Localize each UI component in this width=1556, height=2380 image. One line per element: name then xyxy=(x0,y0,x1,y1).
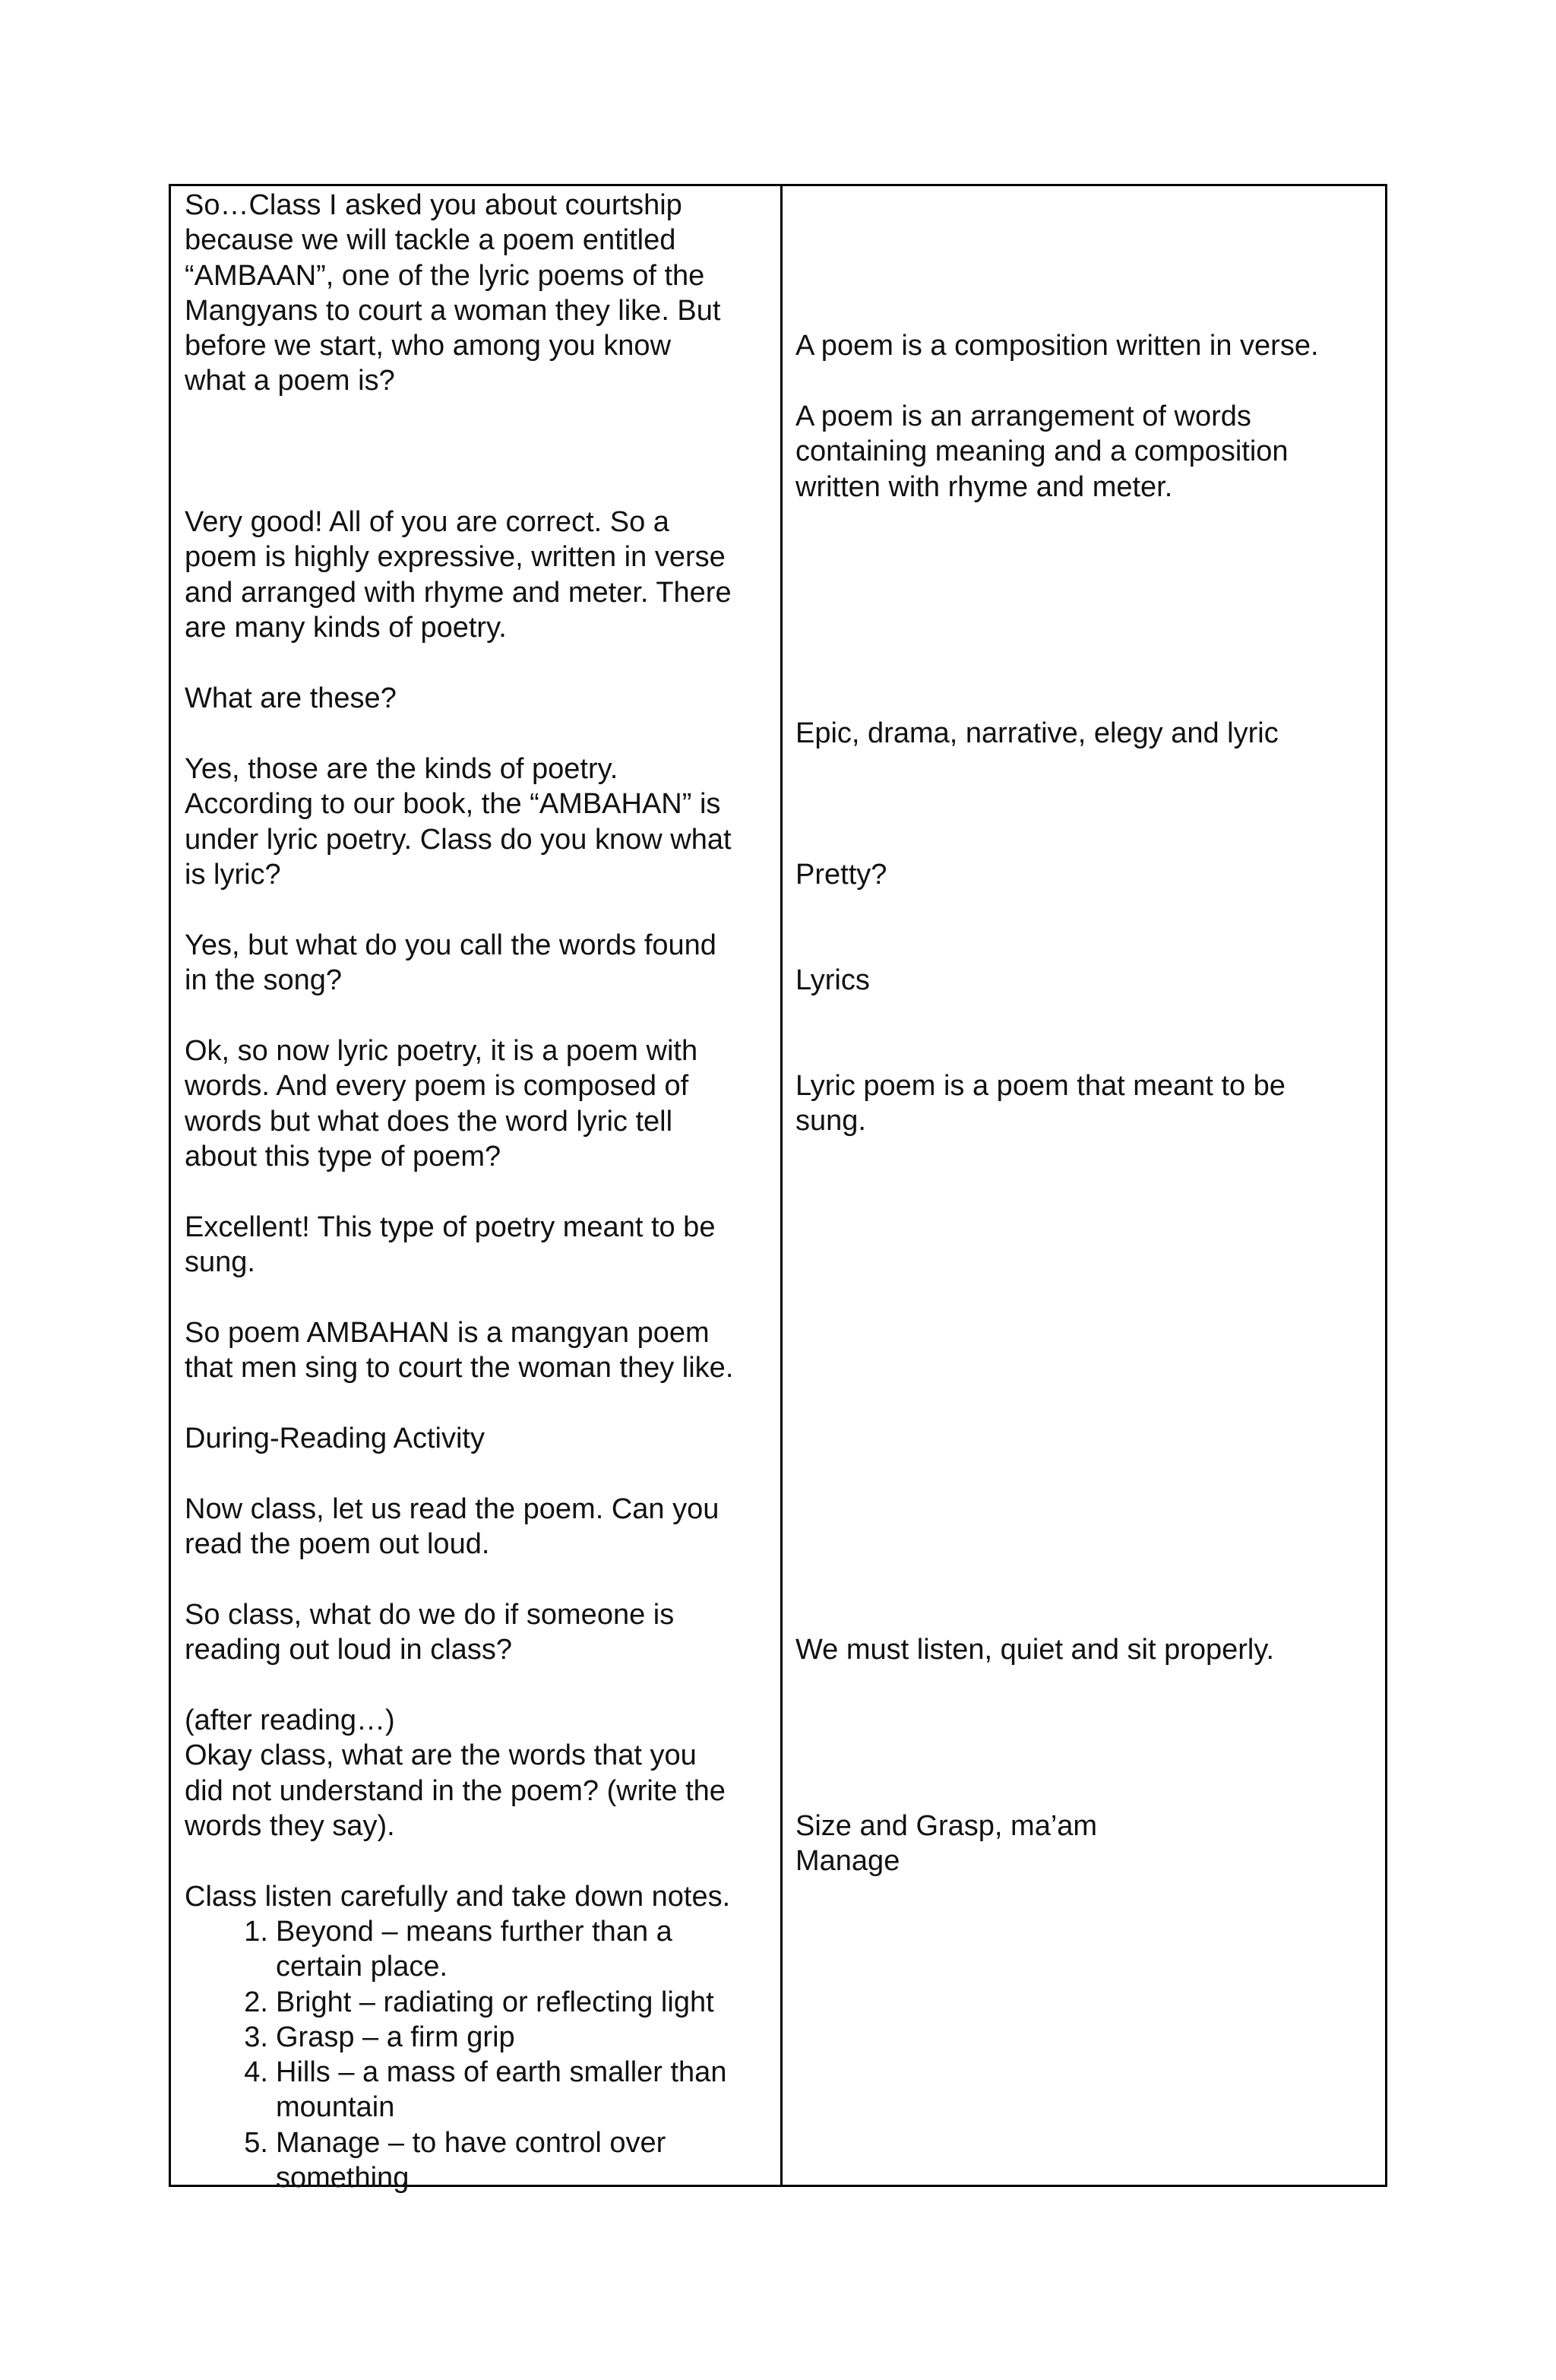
student-kinds-answer: Epic, drama, narrative, elegy and lyric xyxy=(795,717,1279,749)
lesson-table xyxy=(169,184,1387,2195)
vocab-definition: Bright – radiating or reflecting light xyxy=(276,1986,714,2018)
teacher-notes-intro-text: Class listen carefully and take down notes. xyxy=(185,1881,731,1913)
list-number: 3. xyxy=(244,2021,268,2053)
student-poem-definition-1: A poem is a composition written in verse. xyxy=(795,330,1319,362)
list-item xyxy=(185,2020,726,2055)
vocab-definition: Beyond – means further than a certain place. xyxy=(276,1916,672,1983)
teacher-what-are-these-text: What are these? xyxy=(185,682,397,714)
teacher-ambahan-text: So poem AMBAHAN is a mangyan poem that men sing to court the woman they like. xyxy=(185,1317,734,1385)
teacher-very-good-text: Very good! All of you are correct. So a poem is highly expressive, written in verse and arranged with rhyme and meter. There are many kinds of poetry. xyxy=(185,506,732,644)
student-lyric-definition: Lyric poem is a poem that meant to be sung. xyxy=(795,1070,1286,1138)
list-item xyxy=(185,2055,726,2125)
teacher-intro-text: So…Class I asked you about courtship because we will tackle a poem entitled “AMBAAN”, one of the lyric poems of the Mangyans to court a woman they like. But before we start, who among you know what a poem is? xyxy=(185,189,721,397)
teacher-song-words-text: Yes, but what do you call the words found in the song? xyxy=(185,929,716,997)
list-item xyxy=(185,1985,726,2020)
student-pretty-answer: Pretty? xyxy=(795,859,887,891)
student-words-answer: Size and Grasp, ma’am Manage xyxy=(795,1810,1098,1878)
list-number: 1. xyxy=(244,1916,268,1948)
list-number: 2. xyxy=(244,1986,268,2018)
list-number: 5. xyxy=(244,2126,268,2159)
list-number: 4. xyxy=(244,2056,268,2089)
teacher-reading-rule-text: So class, what do we do if someone is reading out loud in class? xyxy=(185,1599,675,1666)
teacher-read-aloud-text: Now class, let us read the poem. Can you read the poem out loud. xyxy=(185,1493,719,1561)
student-lyrics-answer: Lyrics xyxy=(795,964,870,996)
student-poem-definition-2: A poem is an arrangement of words containing meaning and a composition written with rhyme and meter. xyxy=(795,400,1289,503)
vocab-definition: Manage – to have control over something xyxy=(276,2126,666,2195)
student-listen-answer: We must listen, quiet and sit properly. xyxy=(795,1634,1275,1666)
teacher-activity-column xyxy=(171,186,780,2195)
list-item xyxy=(185,2125,726,2196)
teacher-excellent-text: Excellent! This type of poetry meant to be sung. xyxy=(185,1211,716,1279)
student-activity-column xyxy=(783,186,1387,2185)
vocabulary-list xyxy=(185,1914,726,2195)
teacher-lyric-poetry-text: Ok, so now lyric poetry, it is a poem with words. And every poem is composed of words but what does the word lyric tell about this type of poem? xyxy=(185,1035,698,1173)
teacher-after-reading-text: (after reading…) Okay class, what are the words that you did not understand in the poem? (write the words they say). xyxy=(185,1704,726,1842)
during-reading-heading: During-Reading Activity xyxy=(185,1423,485,1454)
teacher-kinds-text: Yes, those are the kinds of poetry. According to our book, the “AMBAHAN” is under lyric poetry. Class do you know what is lyric? xyxy=(185,753,732,891)
vocab-definition: Grasp – a firm grip xyxy=(276,2021,515,2053)
vocab-definition: Hills – a mass of earth smaller than mountain xyxy=(276,2056,727,2124)
list-item xyxy=(185,1914,726,1985)
